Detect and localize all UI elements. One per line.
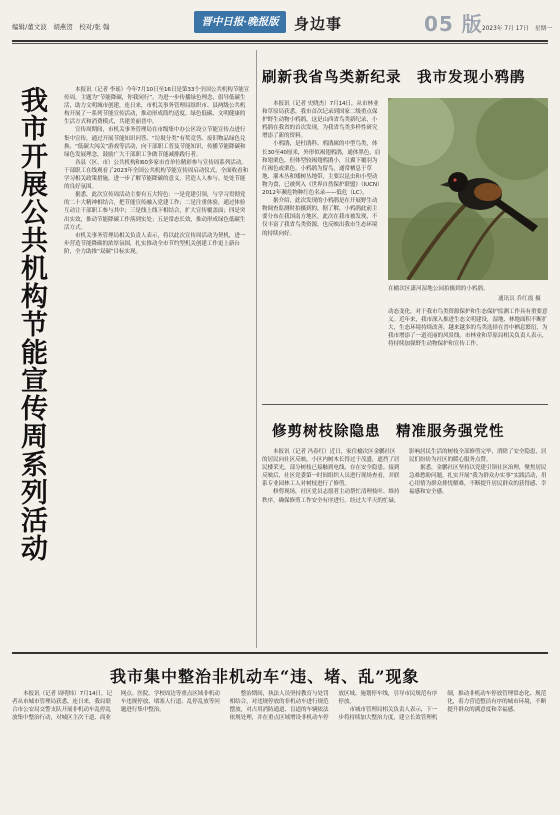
masthead-rule-thin xyxy=(12,43,548,44)
article-headline: 我市集中整治非机动车“违、堵、乱”现象 xyxy=(110,667,420,686)
paragraph: 市城市管理局相关负责人表示，下一步将持续加大整治力度，建立长效管理机制，推动非机动车停放管理常态化、规范化，着力营造整洁有序的城市环境，不断提升群众的满意度和幸福感。 xyxy=(338,691,547,722)
issue-date: 2023年 7月 17日 星期一 xyxy=(482,26,553,32)
section-title: 身边事 xyxy=(294,15,343,33)
paragraph: 小鸦鹃，是杜鹃科、鸦鹃属的中型鸟类，体长30至40厘米，外形似褐翅鸦鹃，通体黑色，肩和翅栗色，但体型较褐翅鸦鹃小，且翼下覆羽为红褐色或栗色。小鸦鹃为留鸟，通常栖息于草地、灌木丛和矮树丛地带，主要以昆虫和小型动物为食，已被列入《世界自然保护联盟》（IUCN）2012年濒危物种红色名录——低危（LC）。 xyxy=(262,141,381,197)
paragraph: 本报讯（记者 李瑶）今年7月10日至16日是第33个全国公共机构节能宣传周，主题为“节能降碳，你我同行”。为进一步传播绿色理念，倡导低碳生活，助力文明城市创建，连日来，市机关事务管理局组织市、县两级公共机构开展了一系列节能宣传活动，推动形成简约适度、绿色低碳、文明健康的生活方式和消费模式，共建美丽晋中。 xyxy=(64,87,250,126)
paragraph: 本报讯（记者 史晓杰）7月14日，从市林业和草原局获悉，我市首次记录到国家二级重点保护野生动物小鸦鹃，这是山西省鸟类新纪录，小鸦鹃在我省的首次发现，为我省鸟类多样性研究增添了新的资料。 xyxy=(262,101,379,140)
masthead-rule xyxy=(12,40,548,42)
article-body xyxy=(262,100,382,390)
editor-credits: 编辑/董文波 胡燕贺 校对/张 翰 xyxy=(12,23,110,31)
article-bird xyxy=(262,52,548,402)
vertical-headline: 我市开展公共机构节能宣传周系列活动 xyxy=(16,86,47,562)
section-divider xyxy=(12,652,548,654)
article-headline: 刷新我省鸟类新纪录 我市发现小鸦鹃 xyxy=(262,69,526,86)
section-divider xyxy=(262,404,548,405)
paragraph: 修剪现场，社区党员志愿者主动帮忙清理枝叶、维持秩序，确保修剪工作安全有序进行。经过大半天的忙碌，影响居民生活的树枝全部修剪完毕，消除了安全隐患，居民们纷纷为社区的暖心服务点赞。 xyxy=(262,449,547,504)
column-divider xyxy=(256,50,257,648)
article-energy-saving xyxy=(12,48,250,648)
paragraph: 动态变化，对于我市鸟类资源保护和生态保护监测工作具有重要意义。近年来，我市深入推进生态文明建设，湿地、林地面积不断扩大，生态环境持续改善，越来越多的鸟类选择在晋中栖息繁衍，为我市增添了一道亮丽的风景线。市林业和草原局相关负责人表示，将持续加强野生动物保护和宣传工作。 xyxy=(388,309,548,348)
paragraph: 本报讯（记者 冯春红）近日，家住榆次区金鹏社区的居民向社区反映，小区内树木长得过于茂盛，遮挡了居民楼采光，部分树枝已接触到电线，存在安全隐患。接到反映后，社区党委第一时间组织人员进行现场查看，并联系专业园林工人对树枝进行了修剪。 xyxy=(262,449,400,488)
paragraph: 市机关事务管理局相关负责人表示，将以此次宣传周活动为契机，进一步营造节能降碳的浓厚氛围，扎实推动全市节约型机关创建工作更上新台阶，全力助推“双碳”目标实现。 xyxy=(64,232,246,255)
logo-text: 晋中日报·晚报版 xyxy=(201,16,279,28)
photo-credit: 通讯员 乔红霞 摄 xyxy=(498,296,541,302)
paragraph: 据介绍，此次发现的小鸦鹃是在开展野生动物调查监测时拍摄到的，据了解，小鸦鹃此前主要分布在我国南方地区，此次在我市被发现，不仅丰富了我省鸟类资源，也反映出我市生态环境的持续向好。 xyxy=(262,198,378,237)
page-number: 05 版 xyxy=(424,12,483,36)
article-headline: 修剪树枝除隐患 精准服务强党性 xyxy=(272,423,505,440)
newspaper-logo xyxy=(194,11,286,33)
bird-photo-illustration xyxy=(388,98,548,280)
article-body-continued xyxy=(388,308,548,390)
article-body xyxy=(64,86,250,654)
article-bike-parking xyxy=(12,656,548,808)
masthead xyxy=(12,8,553,38)
paragraph: 整治期间，执法人员坚持教育与处罚相结合，对违规停放的非机动车进行规范摆放，对占用消防通道、盲道的车辆依法依规处理，并在重点区域增设非机动车停放区域、施划停车线，引导市民规范有序停放。 xyxy=(229,691,438,722)
paragraph: 本报讯（记者 周明炜）7月14日，记者从市城市管理局获悉，连日来，我局联合市公安局交警支队开展非机动车乱停乱放集中整治行动，对城区主次干道、商业网点、医院、学校周边等重点区域非机动车违规停放、堵塞人行道、乱停乱放等问题进行集中整治。 xyxy=(12,691,220,722)
bird-photo xyxy=(388,98,548,280)
article-tree-trimming xyxy=(262,408,548,648)
paragraph: 各县（区、市）公共机构和60多家市直单位精彩参与宣传周系列活动。干部职工在线观看了2023年全国公共机构节能宣传周启动仪式，全面收看和学习相关政策措施，进一步了解节能降碳的意义，营造人人参与、处处节能的良好氛围。 xyxy=(64,159,249,191)
photo-caption: 在榆次区潇河湿地公园拍摄到的小鸦鹃。 xyxy=(388,286,489,292)
paragraph: 据悉，此次宣传周活动主要有五大特色：一是党建引领，与学习贯彻党的二十大精神相结合，把节能宣传融入党建工作；二是注重体验，通过体验互动让干部职工参与其中；三是线上线下相结合，扩大宣传覆盖面；四是突出实效，推动节能降碳工作落到实处；五是常态长效，推动形成绿色低碳生活方式。 xyxy=(64,192,246,231)
paragraph: 宣传周期间，市机关事务管理局在市级集中办公区设立节能宣传点进行集中宣传，通过开展节能知识问答、“垃圾分类”有奖竞答、废旧物品绿色兑换、“低碳大闯关”游戏等活动，向干部职工普及节能知识，传播节能降碳和绿色发展理念，鼓励广大干部职工争做节能减排践行者。 xyxy=(64,127,246,158)
article-body xyxy=(12,690,548,806)
paragraph: 据悉，金鹏社区坚持以党建引领社区治理，聚焦居民急难愁盼问题，扎实开展“我为群众办实事”实践活动，用心用情为群众排忧解难，不断提升居民群众的获得感、幸福感和安全感。 xyxy=(409,465,547,496)
article-body xyxy=(262,448,548,644)
